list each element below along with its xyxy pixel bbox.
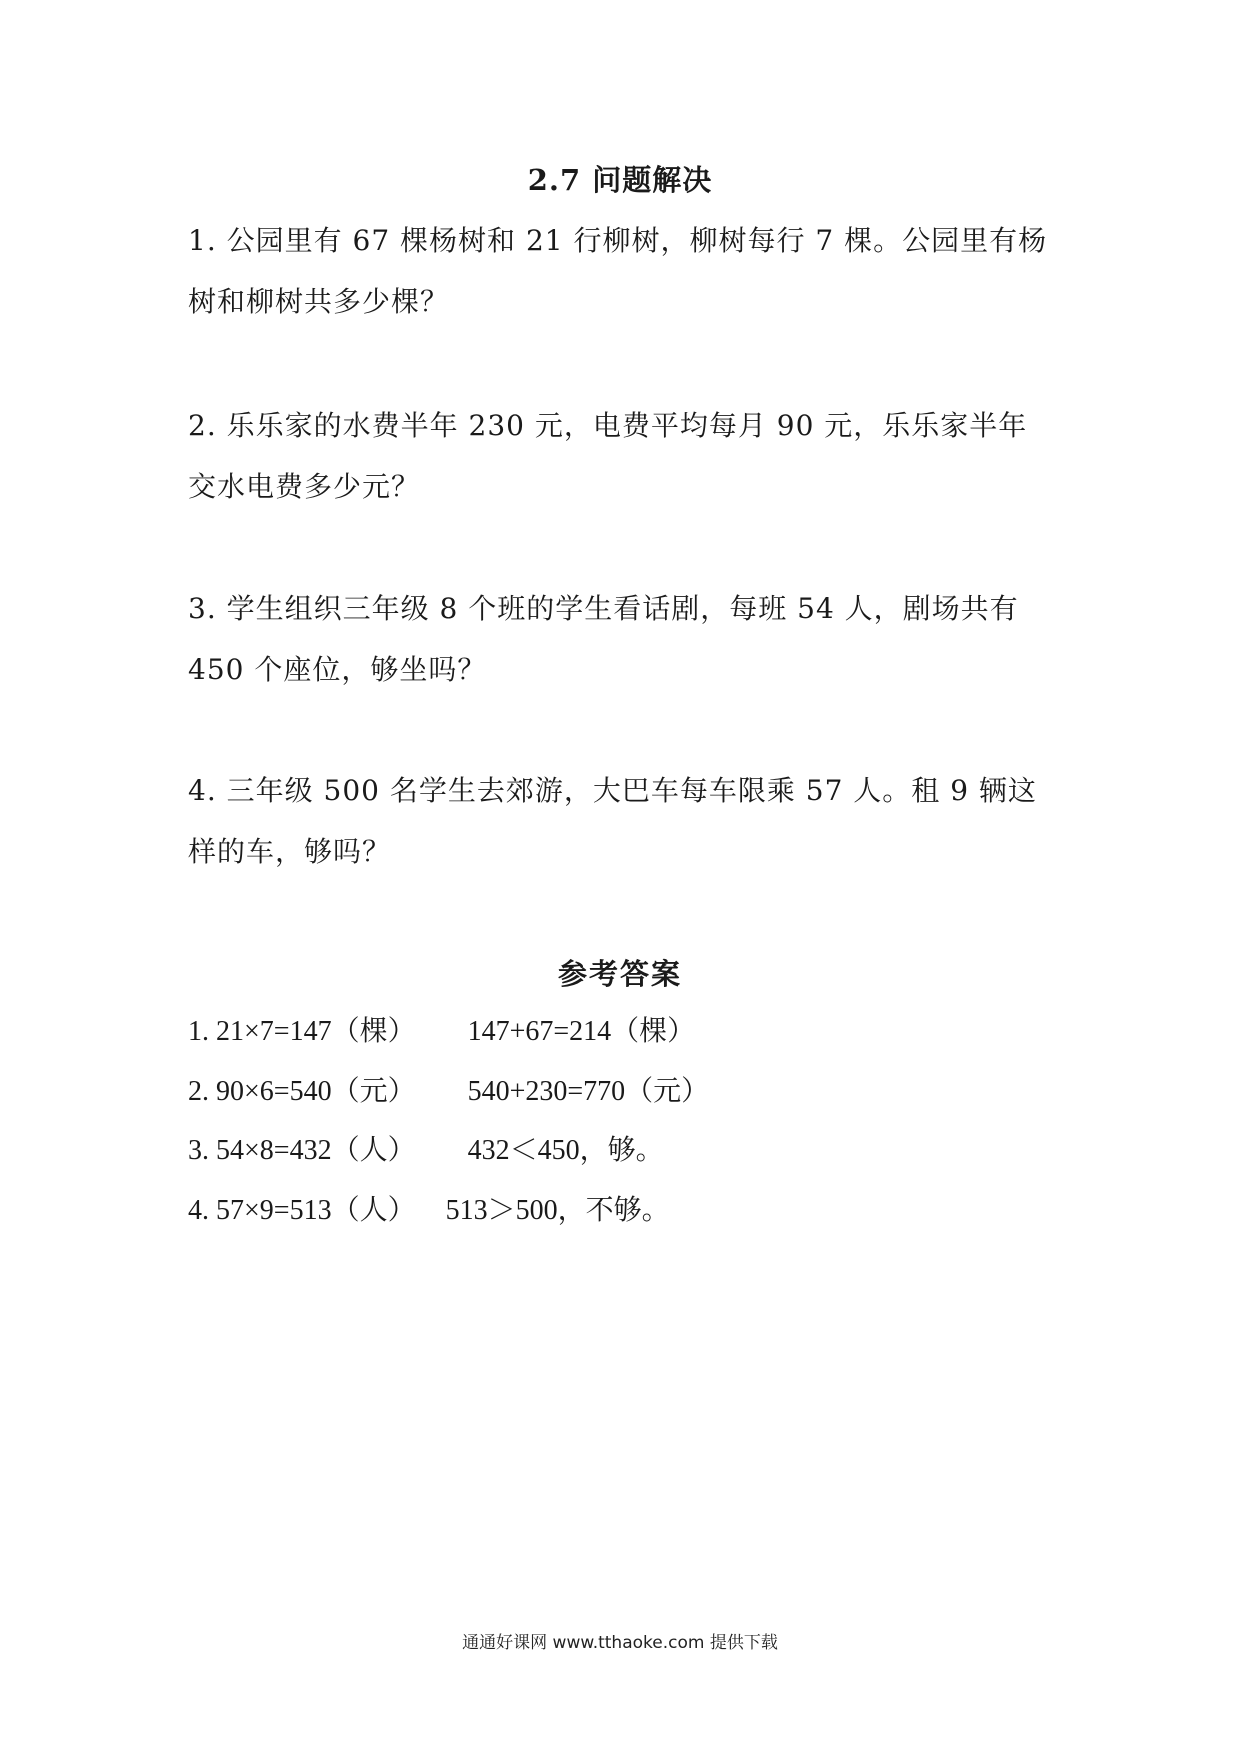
- answer-3-step-2: 432＜450，够。: [467, 1135, 664, 1166]
- answer-4-step-2: 513＞500，不够。: [445, 1195, 670, 1226]
- answer-2: [188, 1072, 1054, 1112]
- answers-heading: 参考答案: [557, 957, 682, 991]
- answer-4-step-1: 4. 57×9=513（人）: [188, 1195, 416, 1226]
- answer-2-step-1: 2. 90×6=540（元）: [188, 1076, 416, 1107]
- question-2: 2. 乐乐家的水费半年 230 元，电费平均每月 90 元，乐乐家半年交水电费多少元？: [188, 409, 1028, 503]
- answer-4: [188, 1191, 1054, 1231]
- answer-1: [188, 1012, 1054, 1052]
- answer-1-step-2: 147+67=214（棵）: [467, 1016, 696, 1047]
- question-4: 4. 三年级 500 名学生去郊游，大巴车每车限乘 57 人。租 9 辆这样的车，够吗？: [188, 774, 1037, 868]
- question-3: 3. 学生组织三年级 8 个班的学生看话剧，每班 54 人，剧场共有 450 个座位，够坐吗？: [188, 592, 1019, 686]
- answer-3-step-1: 3. 54×8=432（人）: [188, 1135, 416, 1166]
- answer-3: [188, 1131, 1054, 1171]
- footer-source: 通通好课网 www.tthaoke.com 提供下载: [462, 1633, 778, 1653]
- page-title: 2.7 问题解决: [527, 163, 713, 197]
- question-1: 1. 公园里有 67 棵杨树和 21 行柳树，柳树每行 7 棵。公园里有杨树和柳树共多少棵？: [188, 224, 1048, 318]
- answer-2-step-2: 540+230=770（元）: [467, 1076, 710, 1107]
- answer-1-step-1: 1. 21×7=147（棵）: [188, 1016, 416, 1047]
